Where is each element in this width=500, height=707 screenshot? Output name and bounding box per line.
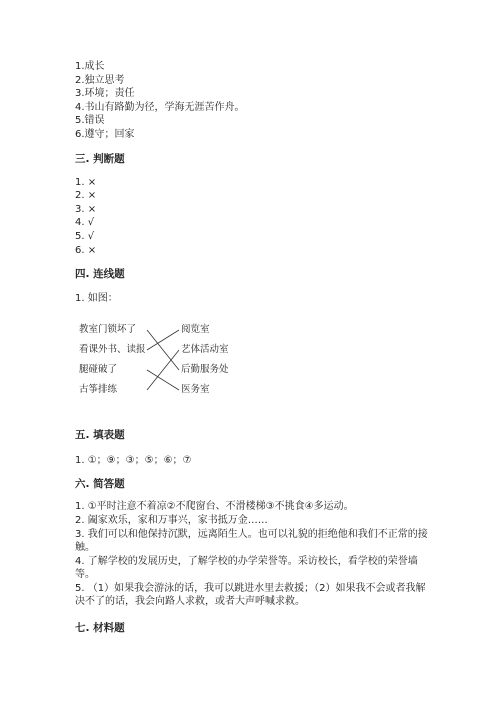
right-item: 医务室 bbox=[181, 383, 210, 395]
answer-line: 2. × bbox=[75, 190, 97, 202]
connector-line bbox=[147, 370, 179, 390]
answer-sheet bbox=[75, 60, 435, 635]
section3-title: 三. 判断题 bbox=[75, 152, 125, 165]
right-item: 艺体活动室 bbox=[181, 343, 229, 355]
left-item: 看课外书、读报 bbox=[79, 343, 146, 355]
left-item: 腿碰破了 bbox=[79, 363, 118, 375]
answer-line: 2.独立思考 bbox=[75, 74, 125, 86]
connector-line bbox=[147, 330, 179, 350]
answer-line: 3.环境；责任 bbox=[75, 88, 135, 100]
answer-line: 3. × bbox=[75, 203, 97, 215]
answer-line: 5.错误 bbox=[75, 115, 105, 127]
section6-answers bbox=[75, 500, 435, 609]
left-item: 教室门锁坏了 bbox=[79, 323, 137, 335]
section3-answers bbox=[75, 176, 435, 258]
section4-intro: 1. 如图： bbox=[75, 293, 118, 305]
answer-line: 1.成长 bbox=[75, 61, 105, 72]
answer-paragraph: 3. 我们可以和他保持沉默，远离陌生人。也可以礼貌的拒绝他和我们不正常的接触。 bbox=[75, 528, 428, 554]
answer-line: 6. × bbox=[75, 244, 97, 256]
section5-title: 五. 填表题 bbox=[75, 428, 125, 441]
right-item: 后勤服务处 bbox=[181, 363, 229, 375]
right-item: 阅览室 bbox=[181, 323, 210, 335]
connector-line bbox=[147, 350, 179, 390]
answer-paragraph: 5. （1）如果我会游泳的话，我可以跳进水里去救援；（2）如果我不会或者我解决不了的话，我会向路人求救，或者大声呼喊求救。 bbox=[75, 582, 426, 608]
section5-answer: 1. ①；⑨；③；⑤；⑥；⑦ bbox=[75, 454, 192, 466]
answer-line: 1. × bbox=[75, 176, 97, 188]
answer-paragraph: 4. 了解学校的发展历史，了解学校的办学荣誉等。采访校长，看学校的荣誉墙等。 bbox=[75, 555, 418, 581]
section7-title: 七. 材料题 bbox=[75, 622, 125, 635]
answer-line: 5. √ bbox=[75, 230, 95, 242]
answer-line: 4.书山有路勤为径，学海无涯苦作舟。 bbox=[75, 101, 245, 113]
answer-line: 1. ①平时注意不着凉②不爬窗台、不滑楼梯③不挑食④多运动。 bbox=[75, 501, 354, 513]
connector-line bbox=[147, 330, 179, 370]
left-item: 古筝排练 bbox=[79, 383, 118, 395]
section4-title: 四. 连线题 bbox=[75, 268, 125, 281]
section2-answers bbox=[75, 60, 435, 142]
section6-title: 六. 简答题 bbox=[75, 478, 125, 491]
matching-diagram bbox=[75, 322, 435, 402]
answer-line: 2. 阖家欢乐，家和万事兴，家书抵万金…… bbox=[75, 514, 268, 526]
answer-line: 4. √ bbox=[75, 217, 95, 229]
answer-line: 6.遵守；回家 bbox=[75, 128, 135, 140]
